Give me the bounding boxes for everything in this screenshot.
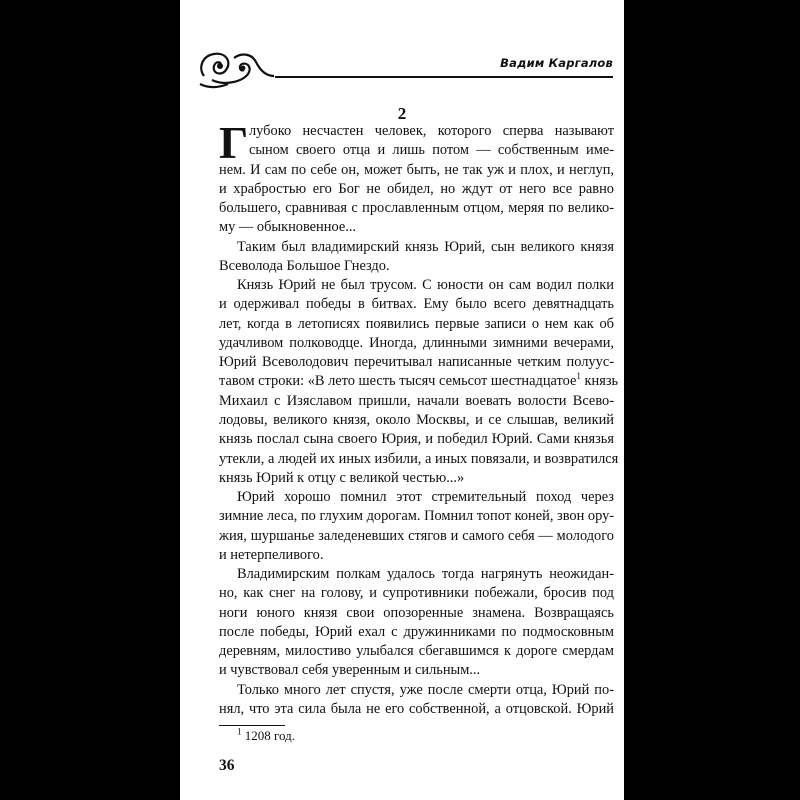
text-line: сыном своего отца и лишь потом — собственным име- [249, 142, 614, 159]
footnote-number: 1 [237, 726, 242, 737]
text-segment: тавом строки: «В лето шесть тысяч семьсот шестнадцатое [219, 373, 577, 390]
text-line: князь послал сына своего Юрия, и победил Юрий. Сами князья [219, 431, 614, 448]
footnote-rule [219, 725, 285, 726]
text-line-with-footnote [219, 371, 619, 391]
text-line: Юрий хорошо помнил этот стремительный поход через [237, 489, 614, 506]
text-line: и храбростью его Бог не обидел, но ждут от него все равно [219, 180, 614, 197]
text-line: му — обыкновенное... [219, 219, 357, 236]
header-rule [275, 76, 613, 78]
text-line: деревням, милостиво улыбался сбегавшимся к дороге смердам [219, 643, 614, 660]
text-line: и одерживал победы в битвах. Ему было всего девятнадцать [219, 296, 614, 313]
text-line: лодовы, великого князя, около Москвы, и се слышав, великий [219, 411, 614, 428]
chapter-number: 2 [397, 104, 407, 123]
text-line: ноги юного князя свои опозоренные знамена. Возвращаясь [219, 604, 614, 621]
text-line: но, как снег на голову, и супротивники побежали, бросив под [219, 585, 614, 602]
text-line: Таким был владимирский князь Юрий, сын великого князя [237, 238, 614, 255]
running-head: Вадим Каргалов [500, 56, 613, 70]
right-black-margin [624, 0, 800, 800]
text-line: Юрий Всеволодович перечитывал написанные четким полуус- [219, 354, 614, 371]
footnote-marker[interactable]: 1 [576, 371, 581, 382]
text-line: удачливом полководце. Иногда, длинными зимними вечерами, [219, 334, 614, 351]
drop-cap: Г [219, 117, 249, 168]
text-line: большего, сравнивая с прославленным отцом, меряя по велико- [219, 200, 614, 217]
text-segment: князь [580, 373, 619, 390]
text-line: лет, когда в летописях появились первые записи о нем как об [219, 315, 614, 332]
text-line: лубоко несчастен человек, которого сперва называют [249, 123, 614, 139]
footnote [237, 727, 295, 745]
text-line: зимние леса, по глухим дорогам. Помнил топот коней, звон ору- [219, 508, 615, 525]
text-line: после победы, Юрий ехал с дружинниками по подмосковным [219, 623, 614, 640]
footnote-text: 1208 год. [244, 728, 295, 743]
text-line: Михаил с Изяславом пришли, начали воевать волости Всево- [219, 392, 614, 409]
text-line: князь Юрий к отцу с великой честью...» [219, 469, 465, 486]
text-line: утекли, а людей их иных избили, а иных повязали, и возвратился [219, 450, 619, 467]
text-line: Князь Юрий не был трусом. С юности он сам водил полки [237, 277, 614, 294]
text-line: нем. И сам по себе он, может быть, не так уж и плох, и неглуп, [219, 161, 614, 178]
swirl-ornament-icon [194, 46, 274, 90]
text-line: Всеволода Большое Гнездо. [219, 257, 390, 274]
text-line: Владимирским полкам удалось тогда нагрянуть неожидан- [237, 566, 614, 583]
text-line: и чувствовал себя уверенным и сильным... [219, 662, 481, 679]
text-line: жия, шуршанье заледеневших стягов и самого себя — молодого [219, 527, 614, 544]
body-text [219, 117, 619, 719]
page-number: 36 [219, 757, 235, 774]
text-line: и нетерпеливого. [219, 546, 324, 563]
book-page [180, 18, 624, 782]
text-line: Только много лет спустя, уже после смерти отца, Юрий по- [237, 681, 614, 698]
left-black-margin [0, 0, 180, 800]
text-line: нял, что эта сила была не его собственной, а отцовской. Юрий [219, 700, 614, 717]
